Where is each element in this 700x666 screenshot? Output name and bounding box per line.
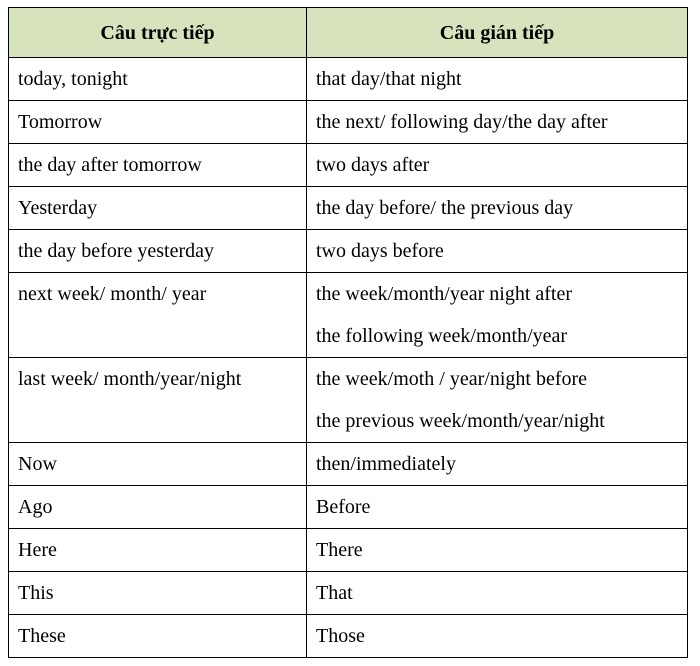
direct-speech-cell [9, 187, 307, 230]
indirect-speech-cell [307, 615, 688, 658]
indirect-speech-text: the week/month/year night after [316, 283, 573, 305]
indirect-speech-text: That [316, 582, 353, 604]
indirect-speech-cell [307, 230, 688, 273]
direct-speech-text: These [18, 625, 66, 647]
indirect-speech-cell [307, 529, 688, 572]
direct-speech-cell [9, 58, 307, 101]
table-row [9, 358, 688, 443]
indirect-speech-text: that day/that night [316, 68, 462, 90]
direct-speech-text: Yesterday [18, 197, 98, 219]
direct-speech-text: the day after tomorrow [18, 154, 202, 176]
direct-speech-cell [9, 101, 307, 144]
header-direct-speech: Câu trực tiếp [9, 8, 307, 58]
indirect-speech-text: There [316, 539, 363, 561]
indirect-speech-text: the following week/month/year [316, 325, 568, 347]
table-row [9, 187, 688, 230]
indirect-speech-cell [307, 58, 688, 101]
direct-speech-text: the day before yesterday [18, 240, 215, 262]
indirect-speech-cell [307, 358, 688, 443]
direct-indirect-conversion-table [8, 7, 688, 658]
direct-speech-text: last week/ month/year/night [18, 368, 242, 390]
indirect-speech-cell [307, 273, 688, 358]
table-row [9, 273, 688, 358]
direct-speech-cell [9, 230, 307, 273]
direct-speech-text: This [18, 582, 54, 604]
indirect-speech-cell [307, 486, 688, 529]
indirect-speech-cell [307, 187, 688, 230]
direct-speech-text: Tomorrow [18, 111, 103, 133]
indirect-speech-cell [307, 443, 688, 486]
table-header-row [9, 8, 688, 58]
indirect-speech-cell [307, 101, 688, 144]
direct-speech-text: next week/ month/ year [18, 283, 207, 305]
indirect-speech-text: the day before/ the previous day [316, 197, 574, 219]
indirect-speech-text: the next/ following day/the day after [316, 111, 608, 133]
indirect-speech-cell [307, 572, 688, 615]
direct-speech-cell [9, 144, 307, 187]
direct-speech-cell [9, 358, 307, 443]
table-row [9, 443, 688, 486]
indirect-speech-text: the week/moth / year/night before [316, 368, 588, 390]
table-row [9, 529, 688, 572]
indirect-speech-cell [307, 144, 688, 187]
direct-speech-text: today, tonight [18, 68, 128, 90]
direct-speech-text: Now [18, 453, 57, 475]
table-row [9, 101, 688, 144]
direct-speech-cell [9, 443, 307, 486]
indirect-speech-text: Those [316, 625, 365, 647]
direct-speech-cell [9, 572, 307, 615]
direct-speech-text: Ago [18, 496, 53, 518]
direct-speech-cell [9, 486, 307, 529]
table-row [9, 230, 688, 273]
indirect-speech-text: the previous week/month/year/night [316, 410, 605, 432]
indirect-speech-text: two days after [316, 154, 430, 176]
indirect-speech-text: Before [316, 496, 371, 518]
indirect-speech-text: then/immediately [316, 453, 456, 475]
table-row [9, 58, 688, 101]
direct-speech-cell [9, 615, 307, 658]
direct-speech-cell [9, 273, 307, 358]
table-row [9, 572, 688, 615]
indirect-speech-text: two days before [316, 240, 444, 262]
table-row [9, 144, 688, 187]
table-row [9, 486, 688, 529]
header-indirect-speech: Câu gián tiếp [307, 8, 688, 58]
direct-speech-cell [9, 529, 307, 572]
direct-speech-text: Here [18, 539, 57, 561]
table-row [9, 615, 688, 658]
